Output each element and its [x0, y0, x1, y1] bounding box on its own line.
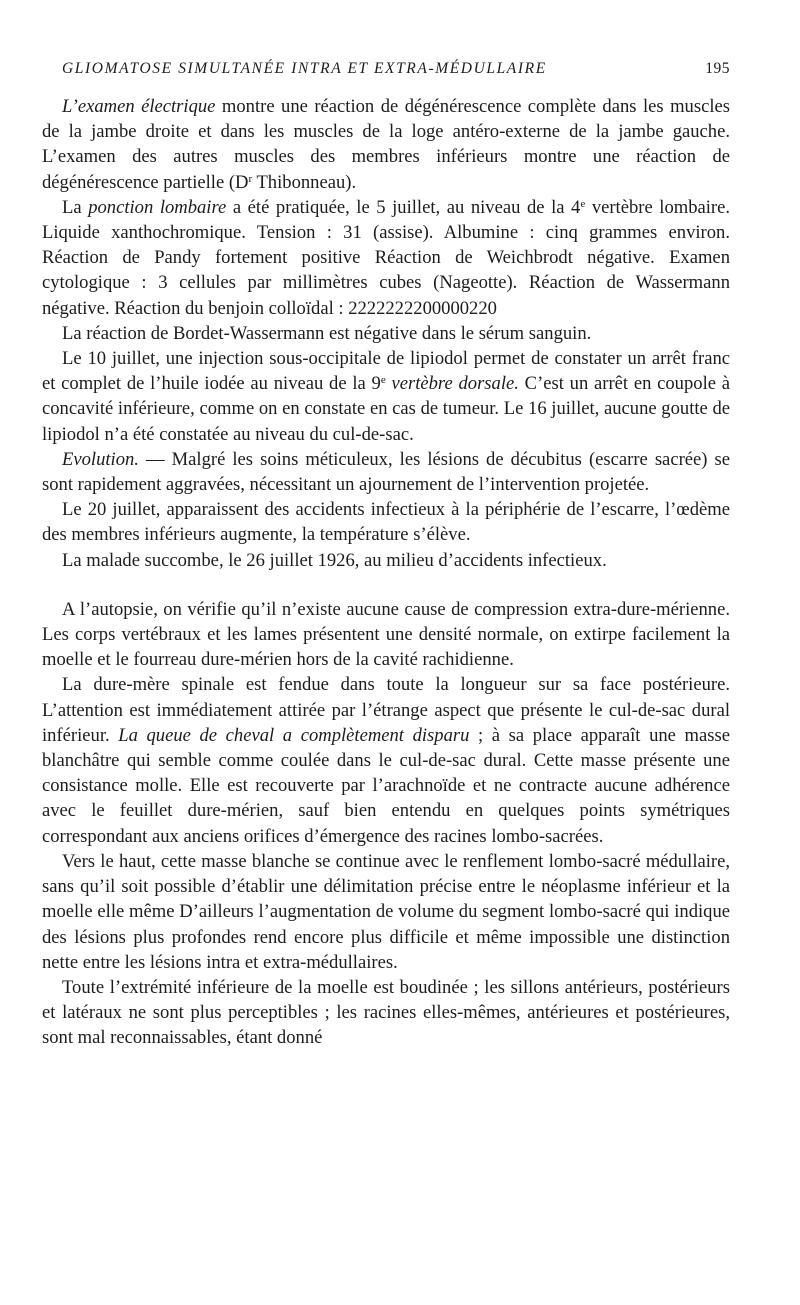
paragraph-death: La malade succombe, le 26 juillet 1926, au milieu d’accidents infectieux. — [62, 549, 607, 571]
paragraph-upward-mass: Vers le haut, cette masse blanche se continue avec le renflement lombo-sacré médullaire, sans qu’il soit possible d’établir une délimitation précise entre le néoplasme inférieur et la moelle elle même D’ailleurs l’augmentation de volume du segment lombo-sacré qui indique des lésions plus profondes rend encore plus difficile et même impossible une distinction nette entre les lésions intra et extra-médullaires. — [42, 850, 730, 973]
paragraph-dura-mater — [42, 672, 730, 848]
italic-heading: Evolution. — [62, 448, 139, 470]
italic-phrase: ponction lombaire — [88, 196, 227, 218]
paragraph-lipiodol — [42, 346, 730, 447]
text-run: vertèbre lombaire. Liquide xanthochromique. Tension : 31 (assise). Albumine : cinq grammes environ. Réaction de Pandy fortement positive Réaction de Weichbrodt négative. Examen cytologique : 3 cellules par millimètres cubes (Nageotte). Réaction de Wassermann négative. Réaction du benjoin colloïdal : 2222222200000220 — [42, 196, 731, 319]
italic-phrase: La queue de cheval a complètement disparu — [118, 724, 470, 746]
paragraph-electric-exam — [42, 94, 730, 195]
text-run: La — [62, 196, 89, 218]
body-text — [42, 94, 730, 1051]
text-run: La dure-mère spinale est fendue dans toute la longueur sur sa face postérieure. L’attention est immédiatement attirée par l’étrange aspect que présente le cul-de-sac dural inférieur. — [42, 674, 730, 746]
running-head-title: GLIOMATOSE SIMULTANÉE INTRA ET EXTRA-MÉDULLAIRE — [62, 60, 547, 77]
italic-phrase: vertèbre dorsale. — [385, 373, 519, 395]
paragraph-infection: Le 20 juillet, apparaissent des accidents infectieux à la périphérie de l’escarre, l’œdème des membres inférieurs augmente, la température s’élève. — [42, 499, 730, 546]
superscript: e — [580, 197, 586, 210]
text-run: — Malgré les soins méticuleux, les lésions de décubitus (escarre sacrée) se sont rapidement aggravées, nécessitant un ajournement de l’intervention projetée. — [42, 448, 730, 496]
paragraph-evolution — [42, 447, 730, 497]
italic-phrase: L’examen électrique — [62, 96, 216, 117]
paragraph-lumbar-puncture — [42, 195, 730, 321]
text-run: ; à sa place apparaît une masse blanchâtre qui semble comme coulée dans le cul-de-sac dural. Cette masse présente une consistance molle. Elle est recouverte par l’arachnoïde et ne contracte aucune adhérence avec le feuillet dure-mérien, sauf bien entendu en quelques points symétriques correspondant aux anciens orifices d’émergence des racines lombo-sacrées. — [42, 724, 730, 847]
paragraph-autopsy: A l’autopsie, on vérifie qu’il n’existe aucune cause de compression extra-dure-mérienne. Les corps vertébraux et les lames présentent une densité normale, on extirpe facilement la moelle et le fourreau dure-mérien hors de la cavité rachidienne. — [42, 598, 730, 671]
paragraph-bordet-wassermann: La réaction de Bordet-Wassermann est négative dans le sérum sanguin. — [62, 322, 592, 344]
running-head — [62, 58, 730, 80]
superscript: r — [248, 172, 253, 185]
text-run: Thibonneau). — [252, 171, 357, 193]
text-run: C’est un arrêt en coupole à concavité inférieure, comme on en constate en cas de tumeur. Le 16 juillet, aucune goutte de lipiodol n’a été constatée au niveau du cul-de-sac. — [42, 373, 731, 445]
paragraph-lower-extremity: Toute l’extrémité inférieure de la moelle est boudinée ; les sillons antérieurs, postérieurs et latéraux ne sont plus perceptibles ; les racines elles-mêmes, antérieures et postérieures, sont mal reconnaissables, étant donné — [42, 976, 730, 1049]
superscript: e — [380, 374, 386, 387]
text-run: montre une réaction de dégénérescence complète dans les muscles de la jambe droite et dans les muscles de la loge antéro-externe de la jambe gauche. L’examen des autres muscles des membres inférieurs montre une réaction de dégénérescence partielle (D — [42, 96, 730, 193]
text-run: a été pratiquée, le 5 juillet, au niveau de la 4 — [226, 196, 581, 218]
text-run: Le 10 juillet, une injection sous-occipitale de lipiodol permet de constater un arrêt franc et complet de l’huile iodée au niveau de la 9 — [42, 348, 730, 395]
page-number: 195 — [705, 60, 730, 77]
